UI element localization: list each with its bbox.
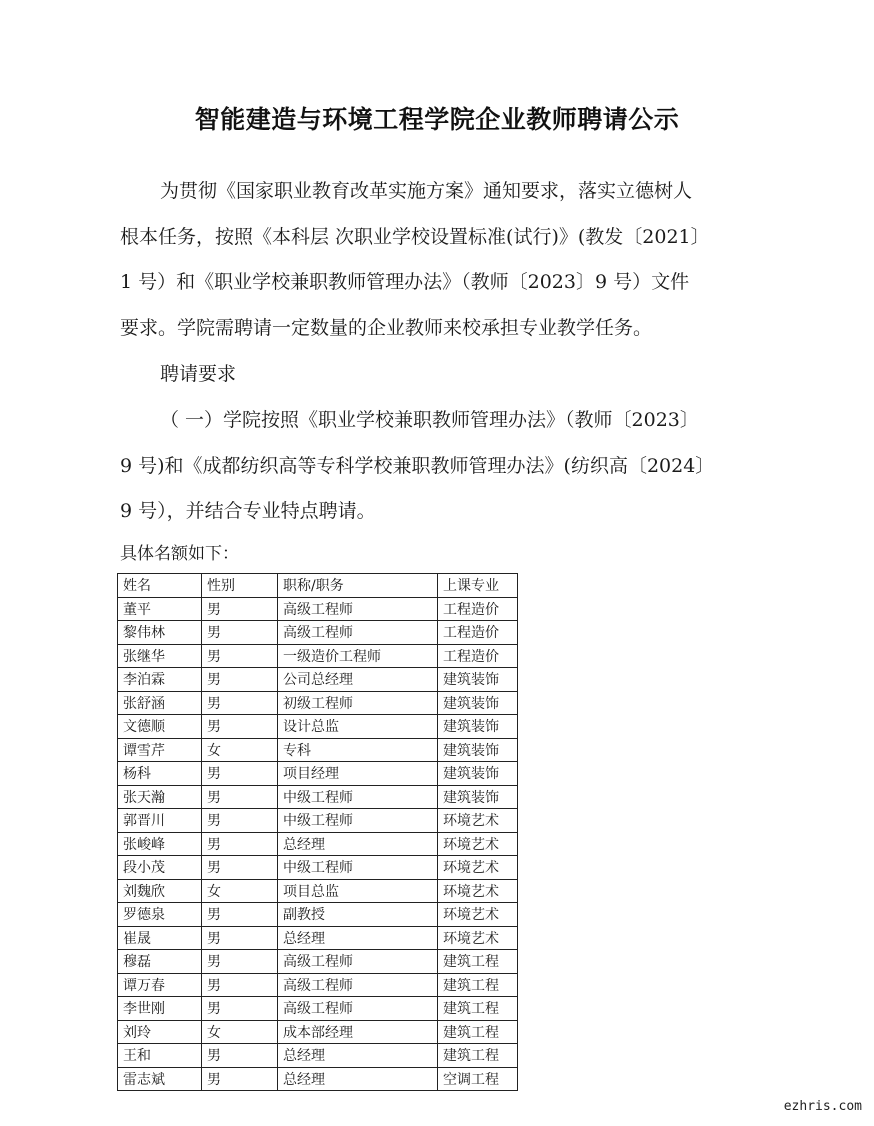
cell-name: 董平 — [118, 597, 202, 621]
table-row — [118, 1044, 518, 1068]
cell-name: 刘玲 — [118, 1020, 202, 1044]
paragraph-line: （ 一）学院按照《职业学校兼职教师管理办法》（教师〔2023〕 — [160, 409, 699, 431]
cell-title: 公司总经理 — [278, 668, 438, 692]
cell-title: 总经理 — [278, 832, 438, 856]
cell-gender: 男 — [202, 856, 278, 880]
paragraph-line: 为贯彻《国家职业教育改革实施方案》通知要求，落实立德树人 — [160, 180, 693, 202]
cell-major: 建筑装饰 — [438, 762, 518, 786]
cell-title: 高级工程师 — [278, 597, 438, 621]
cell-major: 建筑装饰 — [438, 738, 518, 762]
paragraph-line: 9 号），并结合专业特点聘请。 — [120, 500, 376, 522]
cell-major: 建筑工程 — [438, 973, 518, 997]
cell-name: 罗德泉 — [118, 903, 202, 927]
cell-gender: 男 — [202, 644, 278, 668]
cell-gender: 男 — [202, 973, 278, 997]
cell-major: 环境艺术 — [438, 879, 518, 903]
cell-gender: 男 — [202, 903, 278, 927]
cell-title: 高级工程师 — [278, 621, 438, 645]
cell-gender: 男 — [202, 715, 278, 739]
cell-title: 副教授 — [278, 903, 438, 927]
table-row — [118, 762, 518, 786]
cell-title: 项目经理 — [278, 762, 438, 786]
cell-name: 李泊霖 — [118, 668, 202, 692]
cell-gender: 女 — [202, 1020, 278, 1044]
cell-name: 张天瀚 — [118, 785, 202, 809]
cell-title: 项目总监 — [278, 879, 438, 903]
cell-gender: 男 — [202, 691, 278, 715]
cell-title: 一级造价工程师 — [278, 644, 438, 668]
cell-major: 工程造价 — [438, 644, 518, 668]
table-row — [118, 1020, 518, 1044]
cell-gender: 男 — [202, 926, 278, 950]
table-row — [118, 644, 518, 668]
section-heading: 聘请要求 — [160, 363, 237, 385]
table-row — [118, 903, 518, 927]
cell-name: 谭万春 — [118, 973, 202, 997]
header-major: 上课专业 — [438, 574, 518, 598]
cell-title: 总经理 — [278, 1044, 438, 1068]
cell-title: 初级工程师 — [278, 691, 438, 715]
table-row — [118, 691, 518, 715]
cell-gender: 男 — [202, 621, 278, 645]
cell-name: 杨科 — [118, 762, 202, 786]
cell-name: 郭晋川 — [118, 809, 202, 833]
cell-gender: 女 — [202, 879, 278, 903]
cell-gender: 男 — [202, 950, 278, 974]
table-header-row — [118, 574, 518, 598]
cell-gender: 男 — [202, 762, 278, 786]
cell-major: 建筑装饰 — [438, 715, 518, 739]
cell-major: 空调工程 — [438, 1067, 518, 1091]
table-row — [118, 856, 518, 880]
table-row — [118, 809, 518, 833]
cell-title: 成本部经理 — [278, 1020, 438, 1044]
document-title: 智能建造与环境工程学院企业教师聘请公示 — [194, 105, 680, 134]
table-body — [118, 597, 518, 1091]
cell-title: 中级工程师 — [278, 856, 438, 880]
cell-name: 李世刚 — [118, 997, 202, 1021]
cell-gender: 男 — [202, 668, 278, 692]
site-watermark: ezhris.com — [780, 1097, 866, 1116]
cell-name: 穆磊 — [118, 950, 202, 974]
cell-name: 崔晟 — [118, 926, 202, 950]
cell-title: 专科 — [278, 738, 438, 762]
header-title: 职称/职务 — [278, 574, 438, 598]
cell-name: 雷志斌 — [118, 1067, 202, 1091]
cell-name: 张继华 — [118, 644, 202, 668]
paragraph-line: 9 号)和《成都纺织高等专科学校兼职教师管理办法》(纺织高〔2024〕 — [120, 455, 715, 477]
cell-gender: 男 — [202, 597, 278, 621]
cell-major: 建筑工程 — [438, 997, 518, 1021]
table-row — [118, 879, 518, 903]
cell-title: 高级工程师 — [278, 997, 438, 1021]
cell-major: 建筑工程 — [438, 950, 518, 974]
cell-gender: 男 — [202, 785, 278, 809]
cell-major: 建筑装饰 — [438, 668, 518, 692]
cell-gender: 男 — [202, 1067, 278, 1091]
cell-name: 张峻峰 — [118, 832, 202, 856]
cell-major: 环境艺术 — [438, 832, 518, 856]
table-row — [118, 973, 518, 997]
cell-major: 建筑工程 — [438, 1020, 518, 1044]
cell-title: 中级工程师 — [278, 785, 438, 809]
table-row — [118, 738, 518, 762]
table-row — [118, 832, 518, 856]
cell-major: 工程造价 — [438, 621, 518, 645]
cell-title: 高级工程师 — [278, 950, 438, 974]
table-row — [118, 715, 518, 739]
cell-major: 环境艺术 — [438, 926, 518, 950]
header-name: 姓名 — [118, 574, 202, 598]
cell-major: 建筑装饰 — [438, 785, 518, 809]
table-row — [118, 997, 518, 1021]
cell-gender: 男 — [202, 832, 278, 856]
cell-major: 建筑工程 — [438, 1044, 518, 1068]
paragraph-line: 1 号）和《职业学校兼职教师管理办法》（教师〔2023〕9 号）文件 — [120, 271, 690, 293]
cell-name: 刘魏欣 — [118, 879, 202, 903]
cell-major: 环境艺术 — [438, 903, 518, 927]
paragraph-line: 根本任务，按照《本科层 次职业学校设置标准(试行)》(教发〔2021〕 — [120, 226, 710, 248]
table-row — [118, 926, 518, 950]
table-row — [118, 1067, 518, 1091]
cell-name: 黎伟林 — [118, 621, 202, 645]
cell-major: 环境艺术 — [438, 856, 518, 880]
cell-title: 总经理 — [278, 1067, 438, 1091]
cell-name: 张舒涵 — [118, 691, 202, 715]
cell-name: 文德顺 — [118, 715, 202, 739]
cell-major: 工程造价 — [438, 597, 518, 621]
cell-gender: 男 — [202, 997, 278, 1021]
cell-name: 段小茂 — [118, 856, 202, 880]
table-caption: 具体名额如下： — [120, 544, 239, 564]
cell-name: 谭雪芹 — [118, 738, 202, 762]
cell-name: 王和 — [118, 1044, 202, 1068]
header-gender: 性别 — [202, 574, 278, 598]
table-row — [118, 668, 518, 692]
table-row — [118, 950, 518, 974]
cell-major: 建筑装饰 — [438, 691, 518, 715]
cell-title: 总经理 — [278, 926, 438, 950]
staff-table — [117, 573, 518, 1091]
cell-major: 环境艺术 — [438, 809, 518, 833]
table-row — [118, 785, 518, 809]
paragraph-line: 要求。学院需聘请一定数量的企业教师来校承担专业教学任务。 — [120, 317, 653, 339]
cell-gender: 男 — [202, 809, 278, 833]
table-row — [118, 621, 518, 645]
table-row — [118, 597, 518, 621]
cell-title: 设计总监 — [278, 715, 438, 739]
cell-title: 中级工程师 — [278, 809, 438, 833]
cell-gender: 女 — [202, 738, 278, 762]
cell-gender: 男 — [202, 1044, 278, 1068]
cell-title: 高级工程师 — [278, 973, 438, 997]
